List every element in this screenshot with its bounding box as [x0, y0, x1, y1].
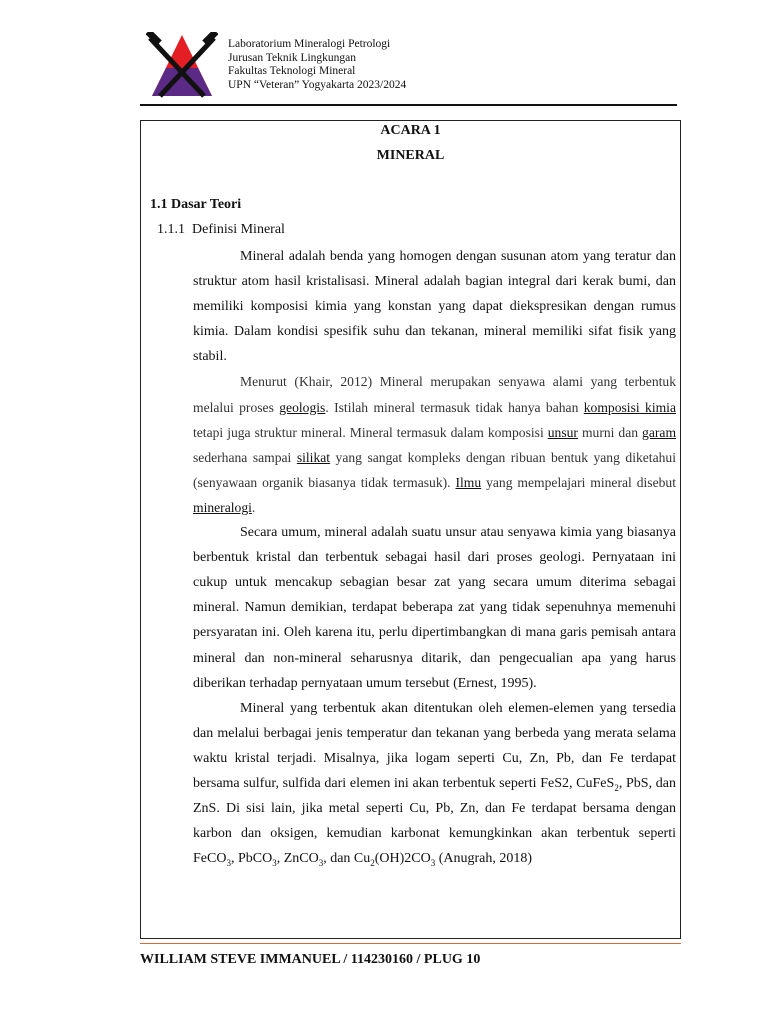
page-footer: WILLIAM STEVE IMMANUEL / 114230160 / PLUG 10 — [140, 952, 481, 967]
lab-header — [228, 38, 406, 92]
p2-text-5: sederhana sampai — [193, 449, 297, 465]
subscript: 3 — [226, 858, 231, 869]
subsection-title: Definisi Mineral — [192, 222, 285, 237]
p4-text-g: (Anugrah, 2018) — [435, 851, 533, 867]
link-silikat[interactable]: silikat — [296, 449, 331, 465]
body-text — [193, 244, 676, 871]
header-line-faculty: Fakultas Teknologi Mineral — [228, 65, 356, 78]
link-geologis[interactable]: geologis — [279, 399, 326, 415]
subsection-heading — [157, 222, 285, 238]
p4-text-e: , dan Cu — [323, 851, 371, 867]
footer-divider — [140, 943, 681, 944]
p2-text-8: . — [251, 499, 256, 515]
page-title-mineral: MINERAL — [376, 148, 445, 163]
p2-text-4: murni dan — [577, 424, 643, 440]
p4-text-c: , PbCO — [230, 851, 273, 867]
header-line-lab: Laboratorium Mineralogi Petrologi — [228, 38, 391, 50]
p2-text-3: tetapi juga struktur mineral. Mineral termasuk dalam komposisi — [193, 424, 548, 440]
link-komposisi-kimia[interactable]: komposisi kimia — [583, 399, 676, 415]
paragraph-1: Mineral adalah benda yang homogen dengan susunan atom yang teratur dan struktur atom hasil kristalisasi. Mineral adalah bagian integral dari kerak bumi, dan memiliki komposisi kimia yang konstan yang dapat diekspresikan dengan rumus kimia. Dalam kondisi spesifik suhu dan tekanan, mineral memiliki sifat fisik yang stabil. — [193, 249, 676, 365]
p2-text-7: yang mempelajari mineral disebut — [481, 474, 676, 490]
page-title-acara: ACARA 1 — [380, 123, 441, 138]
p4-text-f: (OH)2CO — [374, 851, 431, 867]
p4-text-d: , ZnCO — [276, 851, 319, 867]
section-heading: 1.1 Dasar Teori — [150, 197, 242, 212]
paragraph-3: Secara umum, mineral adalah suatu unsur atau senyawa kimia yang biasanya berbentuk kristal dan terbentuk sebagai hasil dari proses geologi. Pernyataan ini cukup untuk mencakup sebagian besar zat yang secara umum diterima sebagai mineral. Namun demikian, terdapat beberapa zat yang tidak sepenuhnya memenuhi persyaratan ini. Oleh karena itu, perlu dipertimbangkan di mana garis pemisah antara mineral dan non-mineral seharusnya ditarik, dan pengecualian apa yang harus diberikan terhadap pernyataan umum tersebut (Ernest, 1995). — [193, 525, 676, 691]
subscript: 2 — [614, 782, 619, 793]
subscript: 3 — [430, 858, 436, 869]
lab-logo — [146, 32, 218, 100]
subscript: 3 — [272, 858, 277, 869]
link-ilmu[interactable]: Ilmu — [455, 474, 482, 490]
p2-text-2: . Istilah mineral termasuk tidak hanya bahan — [325, 399, 584, 415]
link-mineralogi[interactable]: mineralogi — [193, 499, 252, 515]
p4-text-a: Mineral yang terbentuk akan ditentukan oleh elemen-elemen yang tersedia dan melalui berbagai jenis temperatur dan tekanan yang berbeda yang merata selama waktu kristal terjadi. Misalnya, jika logam seperti Cu, Zn, Pb, dan Fe terdapat bersama sulfur, sulfida dari elemen ini akan terbentuk seperti FeS2, CuFeS — [193, 700, 676, 791]
paragraph-2 — [193, 369, 676, 520]
p2-text-6: yang sangat kompleks dengan ribuan bentuk yang diketahui (senyawaan organik biasanya tidak termasuk). — [193, 449, 676, 490]
paragraph-4 — [193, 696, 676, 872]
subsection-number: 1.1.1 — [157, 222, 185, 237]
p2-text-1: Menurut (Khair, 2012) Mineral merupakan senyawa alami yang terbentuk melalui proses — [193, 374, 676, 415]
subscript: 2 — [370, 858, 375, 869]
header-line-university: UPN “Veteran” Yogyakarta 2023/2024 — [228, 78, 407, 91]
p4-text-b: , PbS, dan ZnS. Di sisi lain, jika metal seperti Cu, Pb, Zn, dan Fe terdapat bersama dengan karbon dan oksigen, kemudian karbonat kemungkinkan akan terbentuk seperti FeCO — [193, 775, 676, 867]
link-unsur[interactable]: unsur — [547, 424, 578, 440]
header-line-department: Jurusan Teknik Lingkungan — [228, 51, 357, 64]
subscript: 3 — [318, 858, 324, 869]
crossed-hammers-triangle-logo-icon — [146, 32, 218, 100]
link-garam[interactable]: garam — [642, 424, 677, 440]
header-divider — [140, 104, 677, 106]
